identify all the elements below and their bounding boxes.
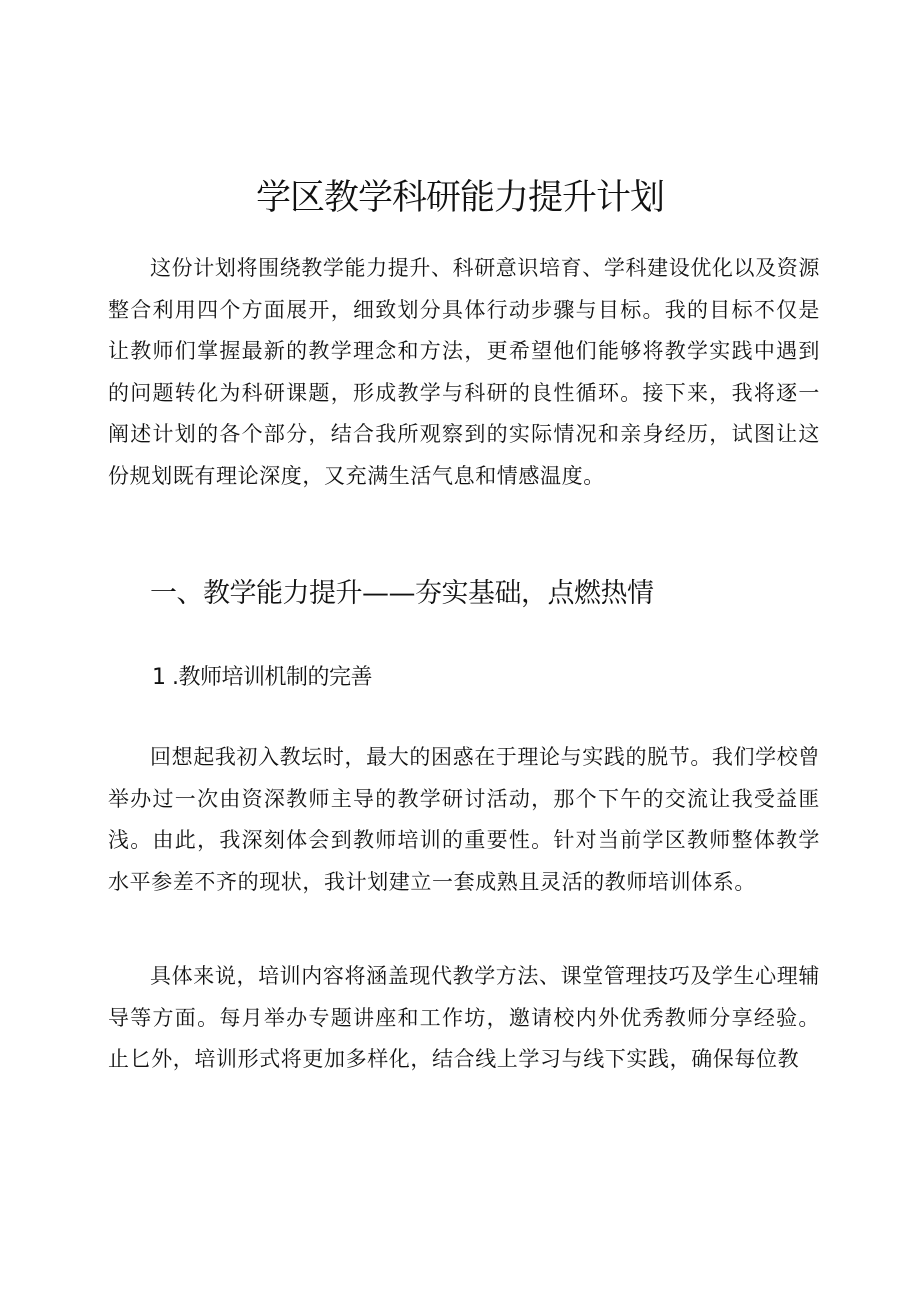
section-heading: 一、教学能力提升——夯实基础，点燃热情 <box>150 578 654 609</box>
intro-paragraph: 这份计划将围绕教学能力提升、科研意识培育、学科建设优化以及资源整合利用四个方面展开，细致划分具体行动步骤与目标。我的目标不仅是让教师们掌握最新的教学理念和方法，更希望他们能够将教学实践中遇到的问题转化为科研课题，形成教学与科研的良性循环。接下来，我将逐一阐述计划的各个部分，结合我所观察到的实际情况和亲身经历，试图让这份规划既有理论深度，又充满生活气息和情感温度。 <box>108 256 820 488</box>
body-paragraph: 回想起我初入教坛时，最大的困惑在于理论与实践的脱节。我们学校曾举办过一次由资深教师主导的教学研讨活动，那个下午的交流让我受益匪浅。由此，我深刻体会到教师培训的重要性。针对当前学区教师整体教学水平参差不齐的现状，我计划建立一套成熟且灵活的教师培训体系。 <box>108 745 820 894</box>
document-title: 学区教学科研能力提升计划 <box>255 178 664 218</box>
subsection-heading: 1 .教师培训机制的完善 <box>152 665 372 690</box>
body-paragraph: 具体来说，培训内容将涵盖现代教学方法、课堂管理技巧及学生心理辅导等方面。每月举办专题讲座和工作坊，邀请校内外优秀教师分享经验。止匕外，培训形式将更加多样化，结合线上学习与线下实践，确保每位教 <box>108 964 820 1071</box>
